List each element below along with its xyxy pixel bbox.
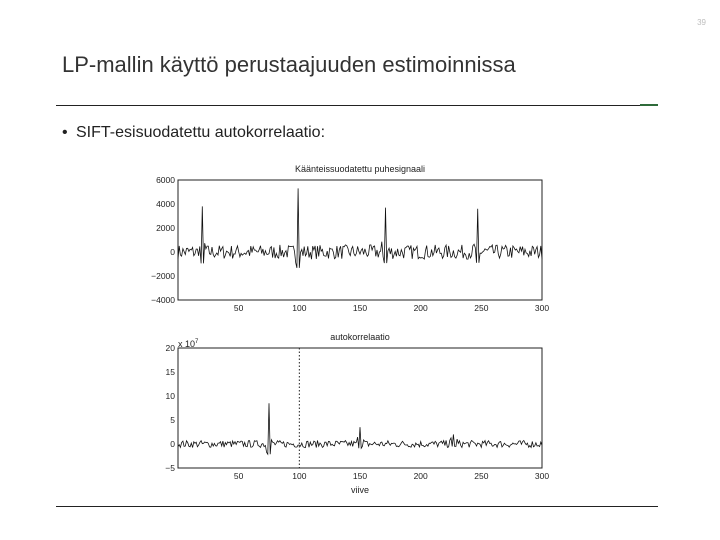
x-tick-label: 250 (474, 303, 489, 313)
chart-title: Käänteissuodatettu puhesignaali (294, 164, 426, 174)
x-tick-label: 250 (474, 471, 489, 481)
x-tick-label: 100 (292, 303, 307, 313)
y-tick-label: 15 (165, 367, 175, 377)
x-tick-label: 300 (534, 303, 550, 313)
bullet-dot-icon: • (62, 124, 68, 141)
y-multiplier: x $10^7$ (178, 339, 199, 349)
slide-title: LP-mallin käyttö perustaajuuden estimoinnissa (62, 52, 516, 77)
bullet-item (62, 124, 325, 142)
y-tick-label: −5 (165, 463, 175, 473)
y-tick-labels (151, 175, 175, 305)
y-tick-label: 20 (165, 343, 175, 353)
plot-frame (178, 348, 542, 468)
x-tick-label: 200 (413, 303, 428, 313)
chart-title: autokorrelaatio (330, 332, 390, 342)
figure-svg (140, 162, 560, 498)
x-tick-label: 100 (292, 471, 307, 481)
x-tick-label: 50 (233, 471, 244, 481)
autocorrelation-trace (178, 403, 542, 454)
x-tick-label: 150 (352, 303, 368, 313)
x-tick-label: 200 (413, 471, 428, 481)
y-tick-label: 2000 (156, 223, 175, 233)
x-tick-label: 300 (534, 471, 550, 481)
signal-trace (178, 188, 542, 268)
y-tick-label: 4000 (156, 199, 175, 209)
x-axis-label: viive (350, 485, 370, 495)
y-tick-label: 0 (170, 439, 175, 449)
figure (140, 162, 560, 503)
x-tick-labels (234, 471, 549, 481)
y-tick-label: 5 (170, 415, 175, 425)
autocorrelation-chart (165, 332, 549, 495)
page-number: 39 (697, 18, 706, 27)
y-tick-labels (165, 343, 175, 473)
y-tick-label: 0 (170, 247, 175, 257)
plot-frame (178, 180, 542, 300)
signal-chart (151, 164, 549, 313)
y-tick-label: 10 (165, 391, 175, 401)
y-tick-label: 6000 (156, 175, 175, 185)
y-tick-label: −4000 (151, 295, 175, 305)
title-divider (56, 105, 658, 106)
footer-divider (56, 506, 658, 507)
x-tick-label: 50 (233, 303, 244, 313)
x-tick-label: 150 (352, 471, 368, 481)
bullet-text: SIFT-esisuodatettu autokorrelaatio: (76, 124, 326, 141)
x-tick-labels (234, 303, 549, 313)
title-divider-accent (640, 104, 658, 106)
y-tick-label: −2000 (151, 271, 175, 281)
